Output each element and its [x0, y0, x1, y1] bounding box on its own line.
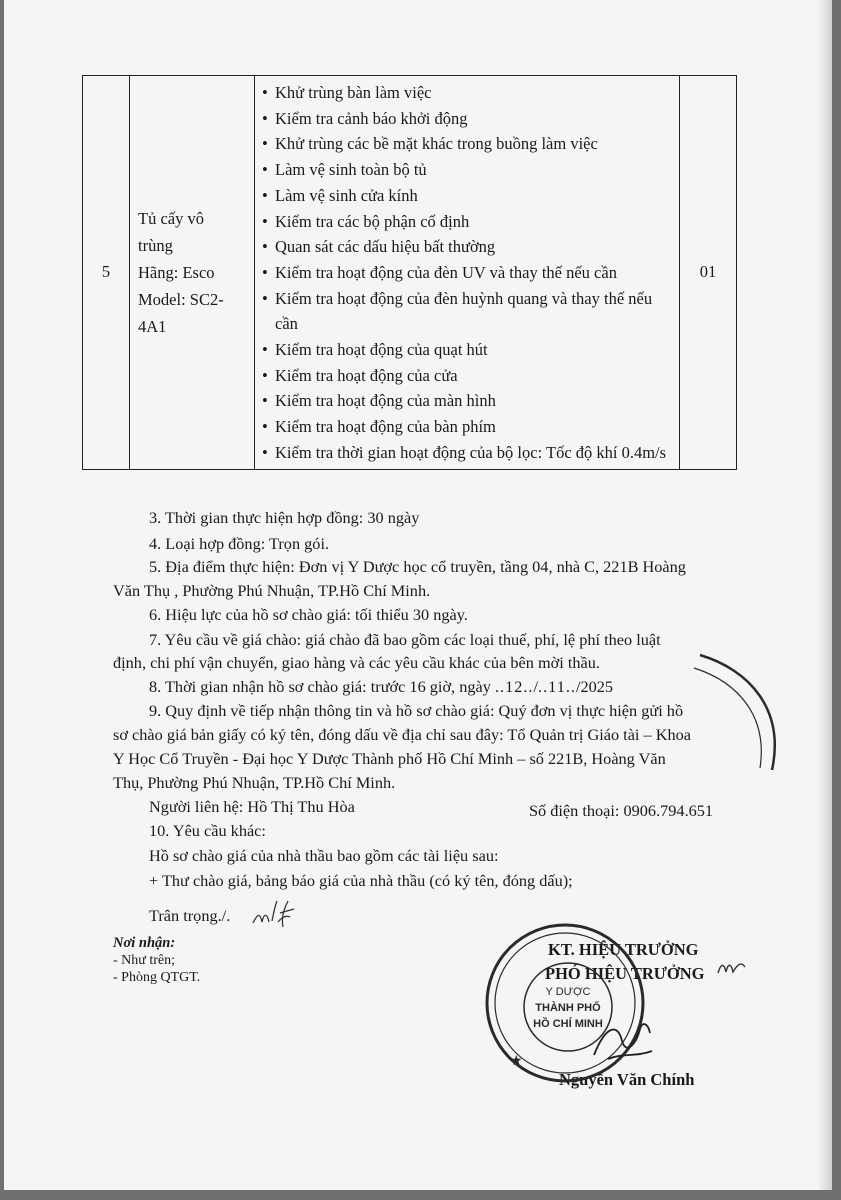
seal-text: HỒ CHÍ MINH	[533, 1018, 603, 1030]
item-price-req-line2: định, chi phí vận chuyển, giao hàng và các yêu cầu khác của bên mời thầu.	[113, 653, 600, 672]
task-list-cell	[255, 76, 680, 470]
list-item: • Kiểm tra hoạt động của đèn UV và thay thế nếu cần	[261, 260, 673, 286]
list-item: • Kiểm tra cảnh báo khởi động	[261, 106, 673, 132]
recipient-item: - Phòng QTGT.	[113, 970, 201, 985]
table-row	[83, 76, 737, 470]
device-line: Tủ cấy vô	[138, 208, 204, 228]
seal-text: Y DƯỢC	[545, 986, 591, 998]
deadline-year: /2025	[575, 677, 614, 696]
item-contract-type: 4. Loại hợp đồng: Trọn gói.	[149, 534, 330, 553]
page-edge-shadow	[818, 0, 832, 1190]
row-number: 5	[83, 76, 130, 470]
list-item: • Kiểm tra hoạt động của màn hình	[261, 388, 673, 414]
deadline-month: ..11..	[538, 677, 576, 696]
device-line: trùng	[138, 235, 173, 255]
signature-title-2: PHÓ HIỆU TRƯỞNG	[545, 964, 705, 983]
contact-phone: Số điện thoại: 0906.794.651	[529, 801, 714, 820]
list-item: • Khử trùng các bề mặt khác trong buồng làm việc	[261, 131, 673, 157]
item-submission-line3: Y Học Cổ Truyền - Đại học Y Dược Thành phố Hồ Chí Minh – số 221B, Hoàng Văn	[113, 749, 666, 768]
docs-item: + Thư chào giá, bảng báo giá của nhà thầu (có ký tên, đóng dấu);	[149, 871, 573, 890]
recipients-block	[113, 935, 200, 986]
list-item: • Quan sát các dấu hiệu bất thường	[261, 234, 673, 260]
closing: Trân trọng./.	[149, 906, 231, 925]
signature-title-1: KT. HIỆU TRƯỞNG	[548, 940, 699, 959]
docs-intro: Hồ sơ chào giá của nhà thầu bao gồm các tài liệu sau:	[149, 846, 499, 865]
seal-text: THÀNH PHỐ	[535, 1002, 601, 1014]
device-name	[130, 76, 255, 470]
partial-seal-arc	[690, 650, 790, 800]
list-item: • Kiểm tra thời gian hoạt động của bộ lọc: Tốc độ khí 0.4m/s	[261, 440, 673, 466]
handwritten-signature	[588, 1015, 658, 1070]
handwritten-initials	[715, 955, 749, 979]
svg-text:★: ★	[510, 1054, 523, 1069]
list-item: • Kiểm tra hoạt động của đèn huỳnh quang và thay thế nếu cần	[261, 286, 673, 337]
equipment-table	[82, 75, 737, 470]
recipient-item: - Như trên;	[113, 953, 176, 968]
task-list	[261, 80, 673, 466]
list-item: • Làm vệ sinh cửa kính	[261, 183, 673, 209]
item-submission-line4: Thụ, Phường Phú Nhuận, TP.Hồ Chí Minh.	[113, 773, 396, 792]
deadline-day: ..12..	[494, 677, 534, 696]
list-item: • Khử trùng bàn làm việc	[261, 80, 673, 106]
device-line: Hãng: Esco	[138, 262, 215, 282]
item-price-req-line1: 7. Yêu cầu về giá chào: giá chào đã bao gồm các loại thuế, phí, lệ phí theo luật	[149, 630, 661, 649]
list-item: • Kiểm tra hoạt động của cửa	[261, 363, 673, 389]
item-location-line1: 5. Địa điểm thực hiện: Đơn vị Y Dược học cổ truyền, tầng 04, nhà C, 221B Hoàng	[149, 557, 686, 576]
list-item: • Kiểm tra hoạt động của bàn phím	[261, 414, 673, 440]
list-item: • Kiểm tra các bộ phận cố định	[261, 209, 673, 235]
deadline-label: 8. Thời gian nhận hồ sơ chào giá: trước 16 giờ, ngày	[149, 677, 491, 696]
item-other-requirements: 10. Yêu cầu khác:	[149, 821, 266, 840]
item-validity: 6. Hiệu lực của hồ sơ chào giá: tối thiểu 30 ngày.	[149, 605, 468, 624]
handwritten-initials	[250, 895, 300, 931]
contact-person: Người liên hệ: Hồ Thị Thu Hòa	[149, 797, 355, 816]
list-item: • Làm vệ sinh toàn bộ tủ	[261, 157, 673, 183]
signer-name: Nguyễn Văn Chính	[559, 1070, 695, 1089]
item-submission-line1: 9. Quy định về tiếp nhận thông tin và hồ sơ chào giá: Quý đơn vị thực hiện gửi hồ	[149, 701, 684, 720]
item-deadline: 8. Thời gian nhận hồ sơ chào giá: trước 16 giờ, ngày ..12../..11../2025	[149, 677, 614, 696]
device-line: Model: SC2-	[138, 289, 224, 309]
device-line: 4A1	[138, 316, 167, 336]
item-submission-line2: sơ chào giá bản giấy có ký tên, đóng dấu về địa chỉ sau đây: Tổ Quản trị Giáo tài – Khoa	[113, 725, 692, 744]
list-item: • Kiểm tra hoạt động của quạt hút	[261, 337, 673, 363]
quantity: 01	[680, 76, 737, 470]
recipients-title: Nơi nhận:	[113, 935, 176, 951]
item-contract-duration: 3. Thời gian thực hiện hợp đồng: 30 ngày	[149, 508, 420, 527]
item-location-line2: Văn Thụ , Phường Phú Nhuận, TP.Hồ Chí Minh.	[113, 581, 431, 600]
